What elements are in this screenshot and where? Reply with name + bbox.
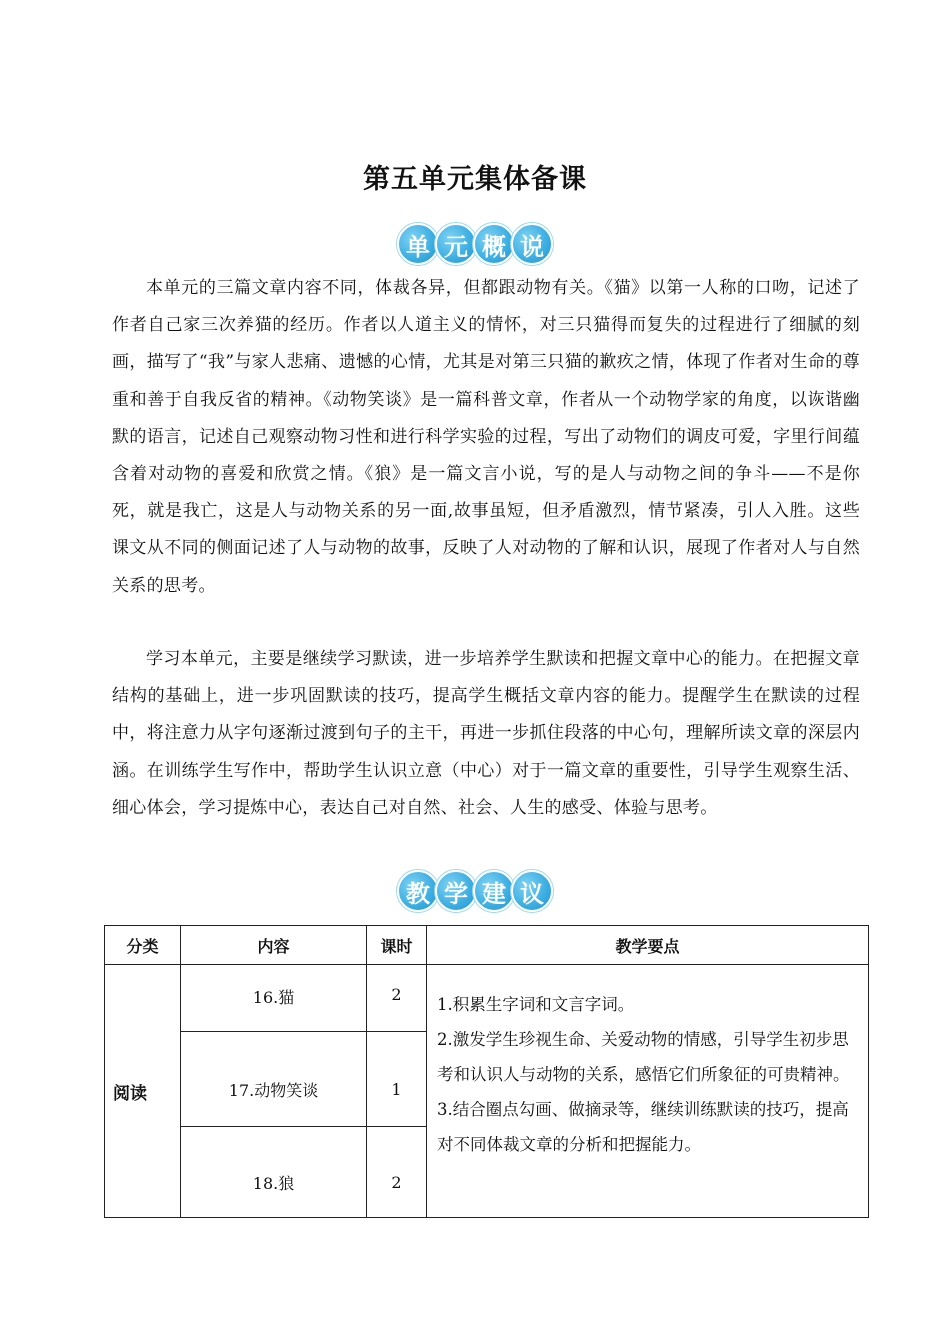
- key-point: 3.结合圈点勾画、做摘录等，继续训练默读的技巧，提高对不同体裁文章的分析和把握能力。: [437, 1100, 849, 1154]
- hours-cell: 2: [367, 965, 427, 1032]
- heading-char: 说: [511, 223, 553, 265]
- content-cell: 18.狼: [181, 1127, 367, 1218]
- header-content: 内容: [181, 926, 367, 965]
- key-point: 2.激发学生珍视生命、关爱动物的情感，引导学生初步思考和认识人与动物的关系，感悟它们所象征的可贵精神。: [437, 1030, 850, 1084]
- overview-paragraph-1: 本单元的三篇文章内容不同，体裁各异，但都跟动物有关。《猫》以第一人称的口吻，记述了作者自己家三次养猫的经历。作者以人道主义的情怀，对三只猫得而复失的过程进行了细腻的刻画，描写了“我”与家人悲痛、遗憾的心情，尤其是对第三只猫的歉疚之情，体现了作者对生命的尊重和善于自我反省的精神。《动物笑谈》是一篇科普文章，作者从一个动物学家的角度，以诙谐幽默的语言，记述自己观察动物习性和进行科学实验的过程，写出了动物们的调皮可爱，字里行间蕴含着对动物的喜爱和欣赏之情。《狼》是一篇文言小说，写的是人与动物之间的争斗——不是你死，就是我亡，这是人与动物关系的另一面,故事虽短，但矛盾激烈，情节紧凑，引人入胜。这些课文从不同的侧面记述了人与动物的故事，反映了人对动物的了解和认识，展现了作者对人与自然关系的思考。: [112, 278, 860, 596]
- key-points-cell: [427, 965, 869, 1218]
- teaching-plan-table: [104, 925, 869, 1218]
- content-cell: 17.动物笑谈: [181, 1032, 367, 1127]
- table-header-row: [105, 926, 869, 965]
- page-title: 第五单元集体备课: [363, 164, 587, 195]
- header-category: 分类: [105, 926, 181, 965]
- table-row: [105, 965, 869, 1032]
- heading-char: 教: [397, 870, 439, 912]
- section-heading-unit-overview: [0, 223, 950, 265]
- hours-cell: 2: [367, 1127, 427, 1218]
- overview-paragraph-2: 学习本单元，主要是继续学习默读，进一步培养学生默读和把握文章中心的能力。在把握文章结构的基础上，进一步巩固默读的技巧，提高学生概括文章内容的能力。提醒学生在默读的过程中，将注意力从字句逐渐过渡到句子的主干，再进一步抓住段落的中心句，理解所读文章的深层内涵。在训练学生写作中，帮助学生认识立意（中心）对于一篇文章的重要性，引导学生观察生活、细心体会，学习提炼中心，表达自己对自然、社会、人生的感受、体验与思考。: [112, 649, 860, 818]
- category-cell: 阅读: [105, 965, 181, 1218]
- heading-char: 概: [473, 223, 515, 265]
- hours-cell: 1: [367, 1032, 427, 1127]
- section-heading-teaching-suggestions: [0, 870, 950, 912]
- header-key-points: 教学要点: [427, 926, 869, 965]
- heading-char: 学: [435, 870, 477, 912]
- heading-char: 议: [511, 870, 553, 912]
- content-cell: 16.猫: [181, 965, 367, 1032]
- header-hours: 课时: [367, 926, 427, 965]
- heading-char: 元: [435, 223, 477, 265]
- heading-char: 建: [473, 870, 515, 912]
- heading-char: 单: [397, 223, 439, 265]
- key-point: 1.积累生字词和文言字词。: [437, 995, 635, 1014]
